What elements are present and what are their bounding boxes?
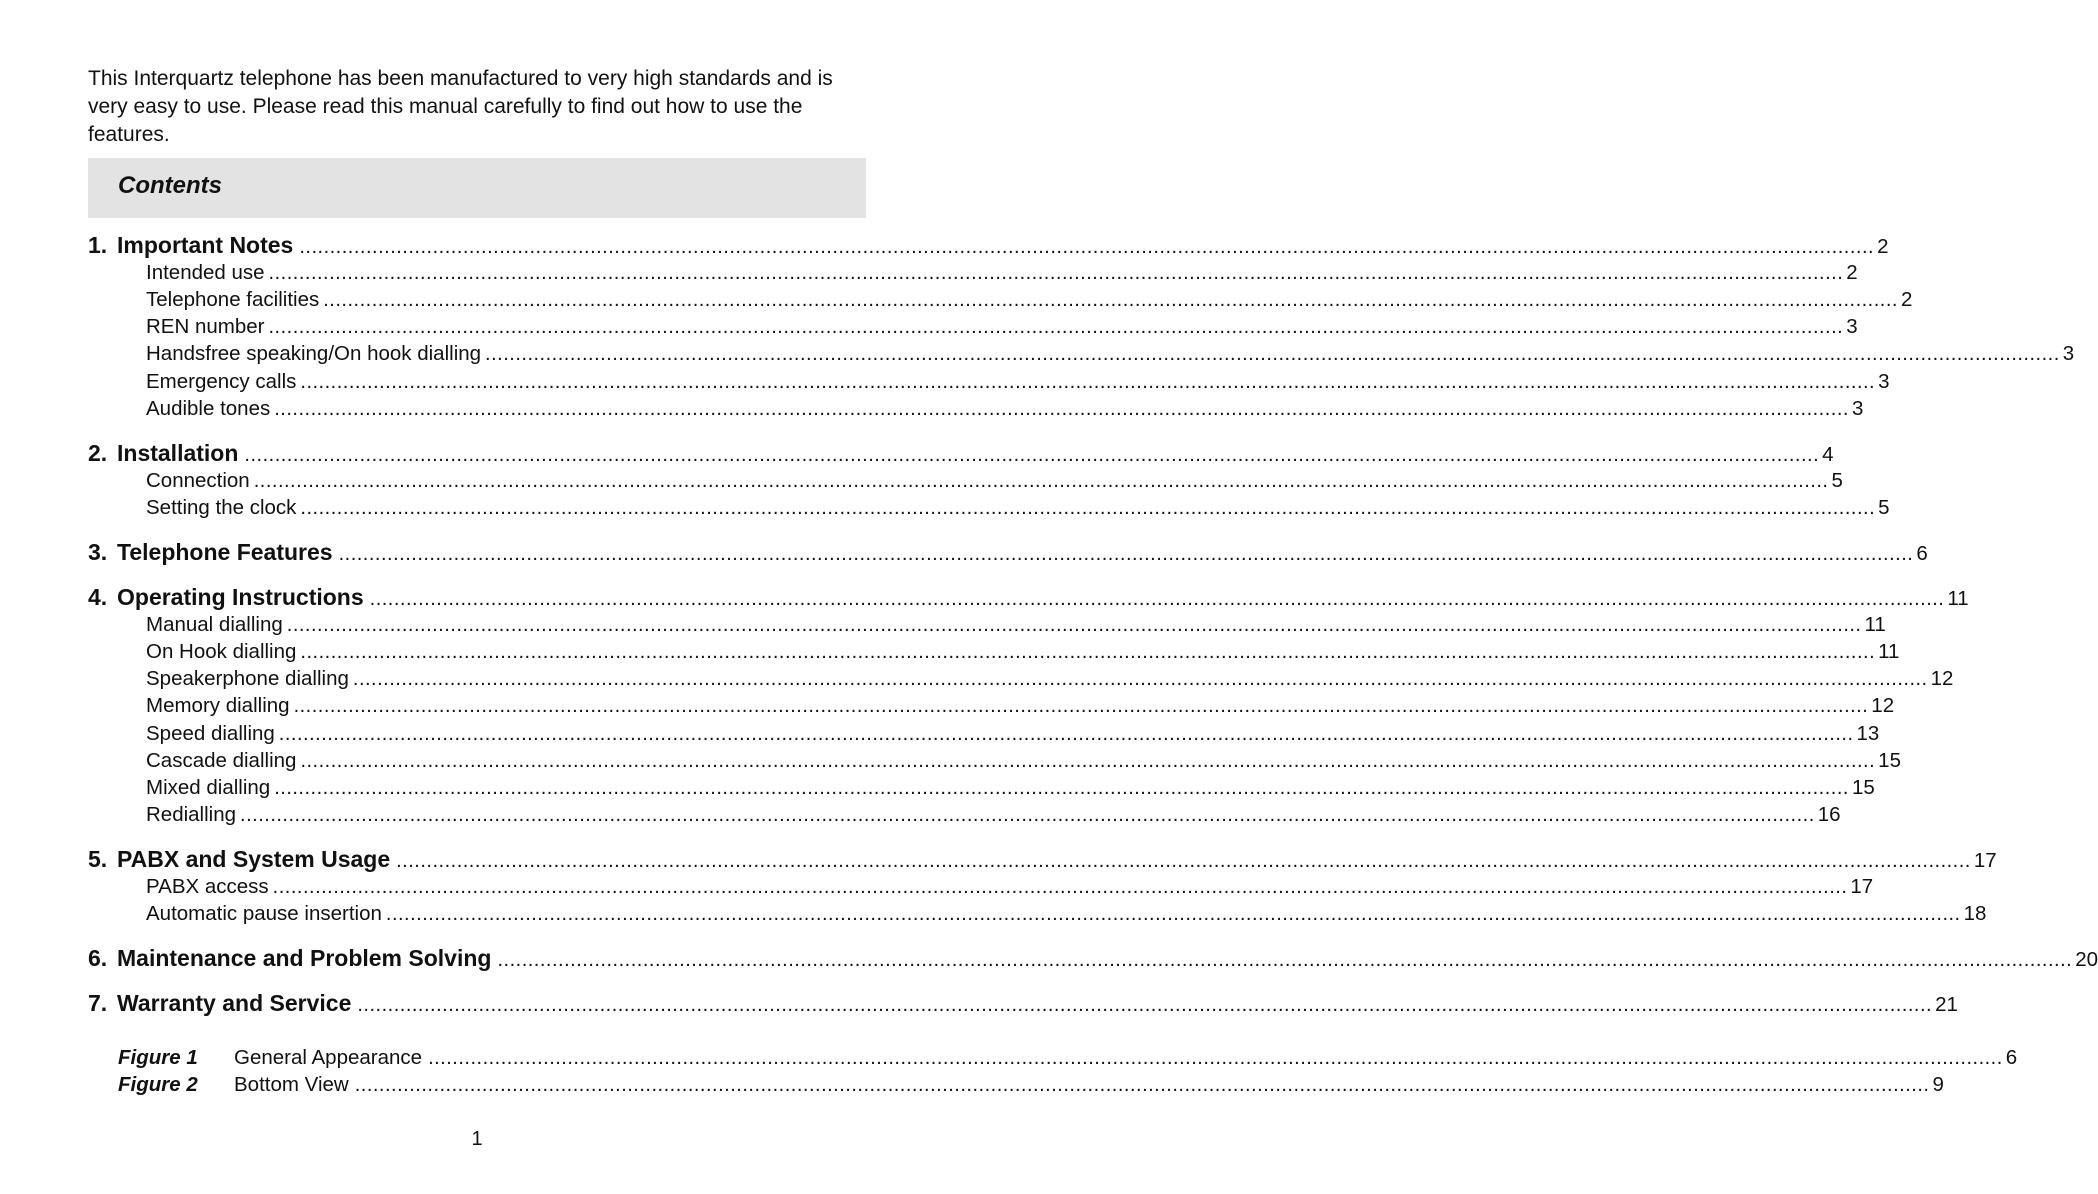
entry-page-number: 3 [1878,370,1890,393]
entry-page-number: 2 [1846,261,1858,284]
toc-section-row[interactable] [88,440,1834,467]
toc-entry-row[interactable] [146,315,1858,339]
toc-entry-row[interactable] [146,469,1843,493]
entry-page-number: 5 [1831,469,1843,492]
dot-leader: .................................................................................................................................................................................................................................................................... [293,695,1869,717]
entry-title: Mixed dialling [146,776,271,799]
entry-title: Audible tones [146,397,271,420]
section-title: Maintenance and Problem Solving [117,945,492,971]
entry-page-number: 11 [1878,640,1900,663]
contents-title: Contents [118,172,222,199]
figure-title: Bottom View [234,1073,349,1096]
dot-leader: .................................................................................................................................................................................................................................................................... [323,289,1898,311]
dot-leader: .................................................................................................................................................................................................................................................................... [253,470,1829,492]
entry-page-number: 5 [1878,496,1890,519]
entry-title: Manual dialling [146,613,283,636]
section-page-number: 2 [1877,235,1889,258]
dot-leader: .................................................................................................................................................................................................................................................................... [274,398,1849,420]
entry-page-number: 13 [1856,722,1880,745]
dot-leader: .................................................................................................................................................................................................................................................................... [385,903,1961,925]
entry-page-number: 12 [1871,694,1895,717]
toc-entry-row[interactable] [146,261,1858,285]
intro-paragraph: This Interquartz telephone has been manufactured to very high standards and is very easy to use. Please read this manual carefully to find out how to use the features. [88,67,833,146]
dot-leader: .................................................................................................................................................................................................................................................................... [300,497,1876,519]
section-title: Operating Instructions [117,584,364,610]
entry-title: Intended use [146,261,265,284]
entry-title: Memory dialling [146,694,290,717]
entry-title: Speed dialling [146,722,275,745]
entry-title: Handsfree speaking/On hook dialling [146,342,482,365]
dot-leader: .................................................................................................................................................................................................................................................................... [274,777,1849,799]
entry-page-number: 15 [1851,776,1875,799]
entry-page-number: 12 [1930,667,1954,690]
dot-leader: .................................................................................................................................................................................................................................................................... [428,1047,2003,1069]
figure-page-number: 9 [1932,1073,1944,1096]
entry-title: PABX access [146,875,269,898]
dot-leader: .................................................................................................................................................................................................................................................................... [286,614,1862,636]
toc-entry-row[interactable] [146,875,1874,899]
toc-entry-row[interactable] [146,902,1987,926]
entry-title: Speakerphone dialling [146,667,349,690]
section-number: 3. [88,539,108,565]
entry-title: Telephone facilities [146,288,320,311]
toc-entry-row[interactable] [146,370,1890,394]
entry-page-number: 16 [1817,803,1841,826]
dot-leader: .................................................................................................................................................................................................................................................................... [300,641,1876,663]
entry-title: REN number [146,315,265,338]
dot-leader: .................................................................................................................................................................................................................................................................... [338,543,1914,565]
dot-leader: .................................................................................................................................................................................................................................................................... [485,343,2060,365]
toc-entry-row[interactable] [146,776,1875,800]
toc-section-row[interactable] [88,945,2098,972]
entry-title: Setting the clock [146,496,297,519]
toc-figure-row[interactable] [118,1046,2018,1070]
entry-title: Cascade dialling [146,749,297,772]
dot-leader: .................................................................................................................................................................................................................................................................... [244,444,1820,466]
section-title: Warranty and Service [117,990,352,1016]
section-page-number: 4 [1822,443,1834,466]
toc-entry-row[interactable] [146,342,2075,366]
toc-figure-row[interactable] [118,1073,1944,1097]
toc-section-row[interactable] [88,539,1928,566]
toc-section-row[interactable] [88,232,1889,259]
dot-leader: .................................................................................................................................................................................................................................................................... [497,949,2073,971]
dot-leader: .................................................................................................................................................................................................................................................................... [300,750,1876,772]
toc-entry-row[interactable] [146,694,1895,718]
section-title: Important Notes [117,232,294,258]
entry-page-number: 15 [1878,749,1901,772]
toc-section-row[interactable] [88,584,1969,611]
entry-page-number: 2 [1900,288,1913,311]
toc-section-row[interactable] [88,846,1997,873]
entry-title: Connection [146,469,250,492]
figure-page-number: 6 [2005,1046,2018,1069]
dot-leader: .................................................................................................................................................................................................................................................................... [352,668,1928,690]
section-number: 4. [88,584,108,610]
toc-entry-row[interactable] [146,749,1901,773]
toc-entry-row[interactable] [146,667,1954,691]
dot-leader: .................................................................................................................................................................................................................................................................... [272,876,1848,898]
section-number: 5. [88,846,108,872]
entry-page-number: 3 [1846,315,1858,338]
section-number: 6. [88,945,108,971]
section-number: 7. [88,990,108,1016]
page-number: 1 [471,1128,483,1150]
dot-leader: .................................................................................................................................................................................................................................................................... [268,316,1844,338]
dot-leader: .................................................................................................................................................................................................................................................................... [300,371,1876,393]
section-title: Telephone Features [117,539,333,565]
dot-leader: .................................................................................................................................................................................................................................................................... [299,236,1875,258]
toc-entry-row[interactable] [146,288,1913,312]
dot-leader: .................................................................................................................................................................................................................................................................... [396,850,1971,872]
figure-label: Figure 1 [118,1046,198,1069]
entry-page-number: 3 [1851,397,1864,420]
entry-page-number: 18 [1963,902,1987,925]
toc-entry-row[interactable] [146,397,1864,421]
entry-title: Redialling [146,803,237,826]
entry-page-number: 17 [1850,875,1874,898]
figure-title: General Appearance [234,1046,423,1069]
section-page-number: 21 [1935,993,1958,1016]
toc-entry-row[interactable] [146,722,1880,746]
toc-section-row[interactable] [88,990,1958,1017]
toc-entry-row[interactable] [146,803,1841,827]
dot-leader: .................................................................................................................................................................................................................................................................... [354,1074,1930,1096]
section-number: 2. [88,440,108,466]
figure-label: Figure 2 [118,1073,198,1096]
toc-entry-row[interactable] [146,496,1890,520]
section-title: Installation [117,440,239,466]
section-page-number: 17 [1973,849,1997,872]
entry-page-number: 3 [2062,342,2075,365]
dot-leader: .................................................................................................................................................................................................................................................................... [268,262,1844,284]
section-page-number: 6 [1916,542,1928,565]
dot-leader: .................................................................................................................................................................................................................................................................... [240,804,1815,826]
section-page-number: 11 [1947,587,1969,610]
section-title: PABX and System Usage [117,846,391,872]
toc-entry-row[interactable] [146,613,1886,637]
entry-title: On Hook dialling [146,640,297,663]
section-number: 1. [88,232,108,258]
dot-leader: .................................................................................................................................................................................................................................................................... [278,723,1854,745]
entry-page-number: 11 [1864,613,1886,636]
toc-entry-row[interactable] [146,640,1900,664]
entry-title: Emergency calls [146,370,297,393]
dot-leader: .................................................................................................................................................................................................................................................................... [357,994,1933,1016]
dot-leader: .................................................................................................................................................................................................................................................................... [369,588,1945,610]
entry-title: Automatic pause insertion [146,902,382,925]
section-page-number: 20 [2075,948,2098,971]
